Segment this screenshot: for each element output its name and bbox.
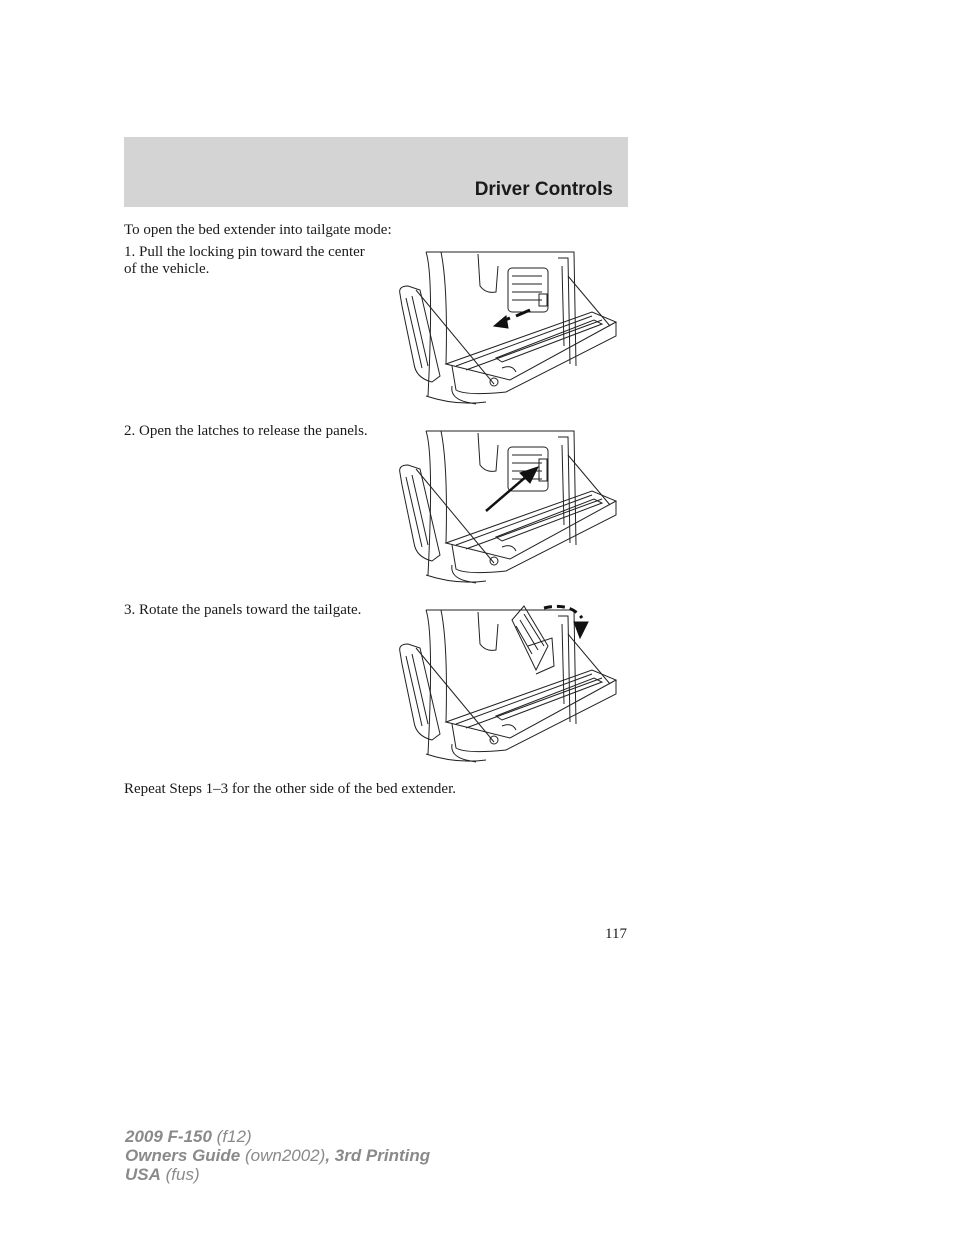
footer-market: USA bbox=[125, 1165, 161, 1184]
step-2-text: 2. Open the latches to release the panels. bbox=[124, 423, 368, 439]
tailgate-pull-pin-illustration bbox=[396, 246, 620, 408]
section-header-bar bbox=[124, 137, 628, 207]
section-title: Driver Controls bbox=[474, 179, 613, 200]
tailgate-rotate-panels-illustration bbox=[396, 604, 620, 766]
footer-guide-code: (own2002) bbox=[240, 1146, 326, 1165]
footer-model: 2009 F-150 bbox=[125, 1127, 212, 1146]
footer-line-2 bbox=[125, 1146, 430, 1165]
footer-line-3 bbox=[125, 1165, 430, 1184]
closing-text: Repeat Steps 1–3 for the other side of the bed extender. bbox=[124, 781, 456, 797]
step-3-text: 3. Rotate the panels toward the tailgate. bbox=[124, 602, 362, 618]
footer-guide: Owners Guide bbox=[125, 1146, 241, 1165]
footer-line-1 bbox=[125, 1127, 430, 1146]
footer-model-code: (f12) bbox=[211, 1127, 252, 1146]
footer-market-code: (fus) bbox=[160, 1165, 200, 1184]
document-footer bbox=[125, 1127, 430, 1184]
page-number: 117 bbox=[605, 926, 627, 942]
step-1-text: 1. Pull the locking pin toward the center of the vehicle. bbox=[124, 244, 365, 277]
intro-text: To open the bed extender into tailgate mode: bbox=[124, 222, 392, 238]
footer-printing: , 3rd Printing bbox=[325, 1146, 431, 1165]
tailgate-open-latches-illustration bbox=[396, 425, 620, 587]
